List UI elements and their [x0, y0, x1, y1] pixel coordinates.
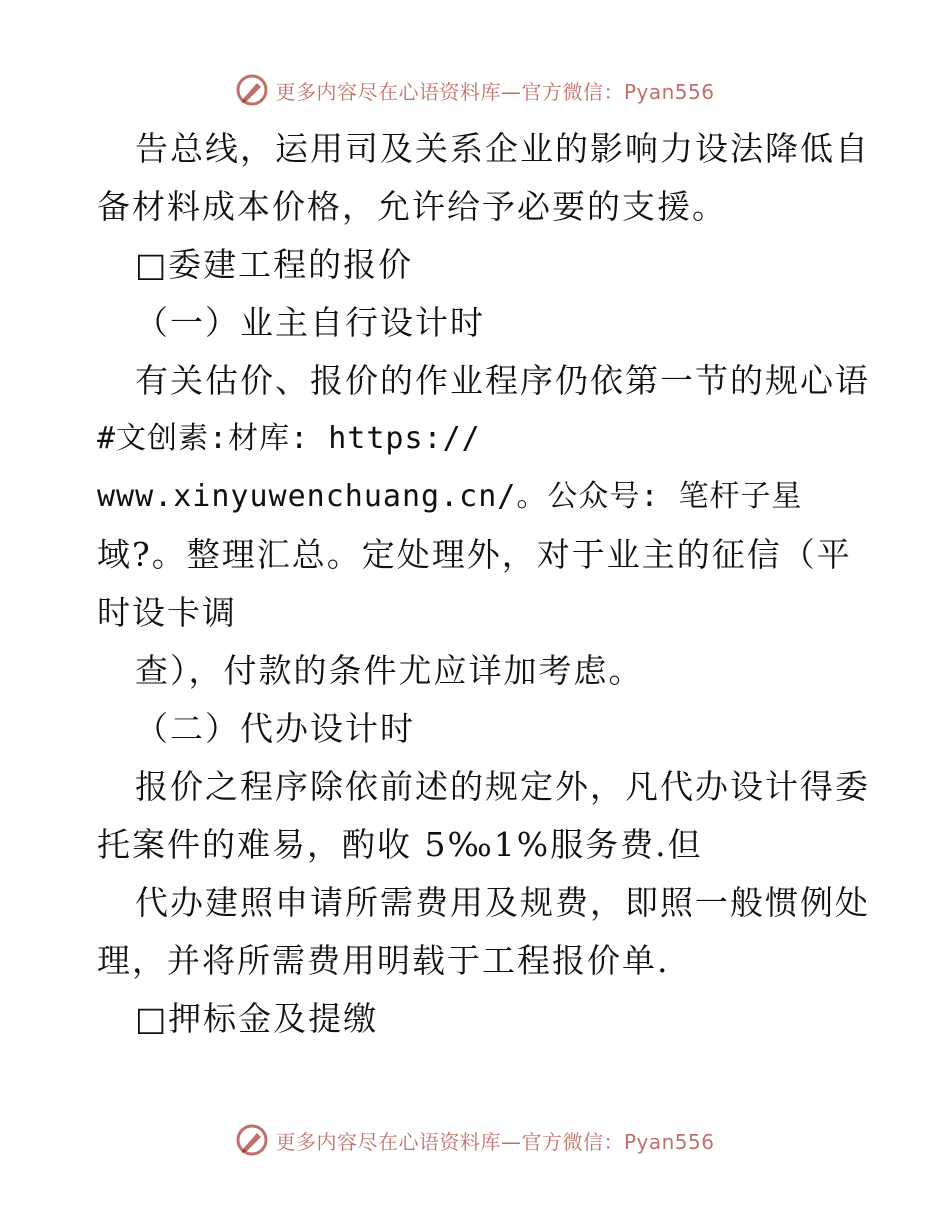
body-line: 理，并将所需费用明载于工程报价单.	[97, 941, 670, 980]
body-line: 报价之程序除依前述的规定外，凡代办设计得委	[135, 767, 870, 806]
header-banner	[0, 70, 950, 110]
section-heading: □委建工程的报价	[135, 245, 414, 284]
body-line: 代办建照申请所需费用及规费，即照一般惯例处	[135, 883, 870, 922]
header-banner-text: 更多内容尽在心语资料库—官方微信：Pyan556	[275, 79, 715, 104]
subsection-heading: （一）业主自行设计时	[135, 303, 485, 342]
body-line: 时设卡调	[97, 593, 237, 632]
body-line: 告总线，运用司及关系企业的影响力设法降低自	[135, 129, 870, 168]
body-line: 托案件的难易，酌收 5‰1%服务费.但	[97, 825, 703, 864]
body-line: www.xinyuwenchuang.cn/。公众号: 笔杆子星	[97, 479, 803, 514]
document-body	[97, 120, 870, 1048]
body-line: 备材料成本价格，允许给予必要的支援。	[97, 187, 727, 226]
body-line: 域?。整理汇总。定处理外，对于业主的征信（平	[97, 535, 852, 574]
body-line: 查），付款的条件尤应详加考虑。	[135, 651, 644, 690]
body-line: 有关估价、报价的作业程序仍依第一节的规心语	[135, 361, 870, 400]
footer-banner-text: 更多内容尽在心语资料库—官方微信：Pyan556	[275, 1129, 715, 1154]
body-line: #文创素:材库: https://	[97, 421, 481, 456]
subsection-heading: （二）代办设计时	[135, 709, 415, 748]
section-heading: □押标金及提缴	[135, 999, 379, 1038]
pen-logo-icon	[235, 1123, 269, 1157]
footer-banner	[0, 1120, 950, 1160]
pen-logo-icon	[235, 73, 269, 107]
